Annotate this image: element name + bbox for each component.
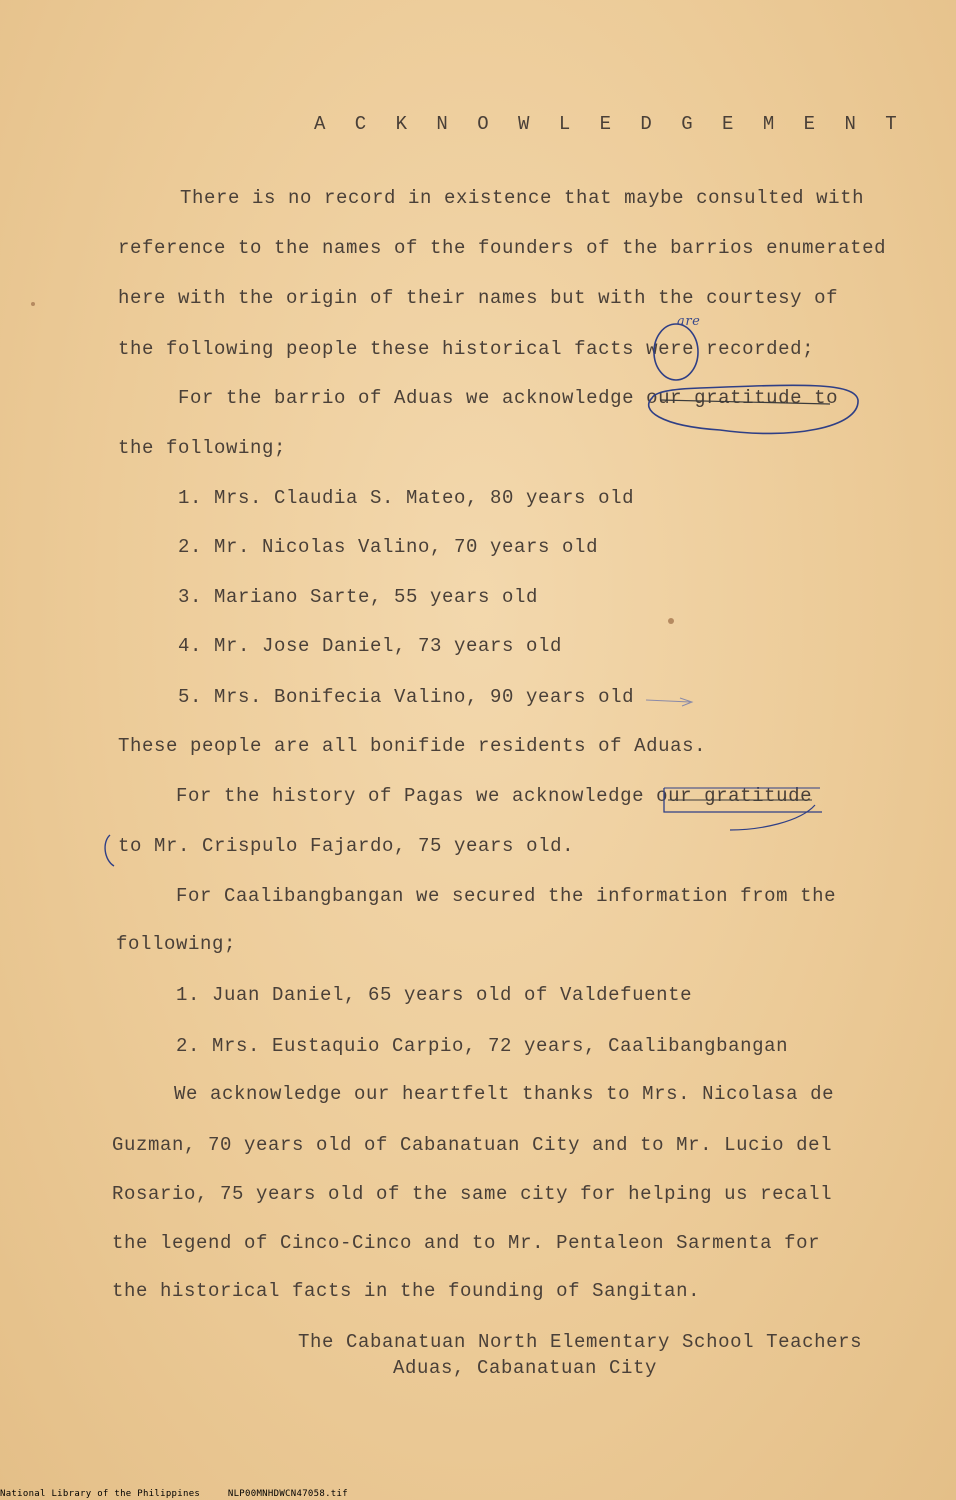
paragraph-line: For the history of Pagas we acknowledge our gratitude	[176, 785, 813, 807]
library-label: National Library of the Philippines	[0, 1489, 201, 1499]
list-item: 3. Mariano Sarte, 55 years old	[178, 586, 539, 608]
ink-spot	[31, 302, 35, 306]
list-item: 2. Mrs. Eustaquio Carpio, 72 years, Caalibangbangan	[176, 1035, 789, 1057]
handwritten-insert: are	[677, 314, 701, 329]
list-item: 5. Mrs. Bonifecia Valino, 90 years old	[178, 686, 635, 708]
paragraph-line: here with the origin of their names but with the courtesy of	[118, 287, 839, 309]
page-title: A C K N O W L E D G E M E N T	[314, 113, 906, 135]
signature-line: The Cabanatuan North Elementary School Teachers	[298, 1331, 863, 1353]
arrow-mark	[730, 805, 815, 830]
file-id: NLP00MNHDWCN47058.tif	[227, 1489, 348, 1499]
paragraph-line: following;	[116, 933, 237, 955]
list-item: 1. Juan Daniel, 65 years old of Valdefuente	[176, 984, 693, 1006]
paragraph-line: the following;	[118, 437, 287, 459]
paragraph-line: For Caalibangbangan we secured the information from the	[176, 885, 837, 907]
paragraph-line: For the barrio of Aduas we acknowledge our gratitude to	[178, 387, 839, 409]
paragraph-line: the legend of Cinco-Cinco and to Mr. Pentaleon Sarmenta for	[112, 1232, 821, 1254]
scan-footer	[0, 1489, 370, 1500]
paragraph-line: Guzman, 70 years old of Cabanatuan City and to Mr. Lucio del	[112, 1134, 833, 1156]
arrow-mark	[646, 698, 692, 706]
list-item: 4. Mr. Jose Daniel, 73 years old	[178, 635, 563, 657]
paragraph-line: the following people these historical facts were recorded;	[118, 338, 815, 360]
bracket-mark	[105, 835, 114, 866]
paragraph-line: to Mr. Crispulo Fajardo, 75 years old.	[118, 835, 575, 857]
signature-line: Aduas, Cabanatuan City	[393, 1357, 658, 1379]
list-item: 2. Mr. Nicolas Valino, 70 years old	[178, 536, 599, 558]
ink-spot	[668, 618, 674, 624]
paragraph-line: Rosario, 75 years old of the same city for helping us recall	[112, 1183, 833, 1205]
paragraph-line: We acknowledge our heartfelt thanks to Mrs. Nicolasa de	[174, 1083, 835, 1105]
paragraph-line: reference to the names of the founders of the barrios enumerated	[118, 237, 887, 259]
paragraph-line: These people are all bonifide residents of Aduas.	[118, 735, 707, 757]
list-item: 1. Mrs. Claudia S. Mateo, 80 years old	[178, 487, 635, 509]
paragraph-line: There is no record in existence that maybe consulted with	[180, 187, 865, 209]
paragraph-line: the historical facts in the founding of Sangitan.	[112, 1280, 701, 1302]
